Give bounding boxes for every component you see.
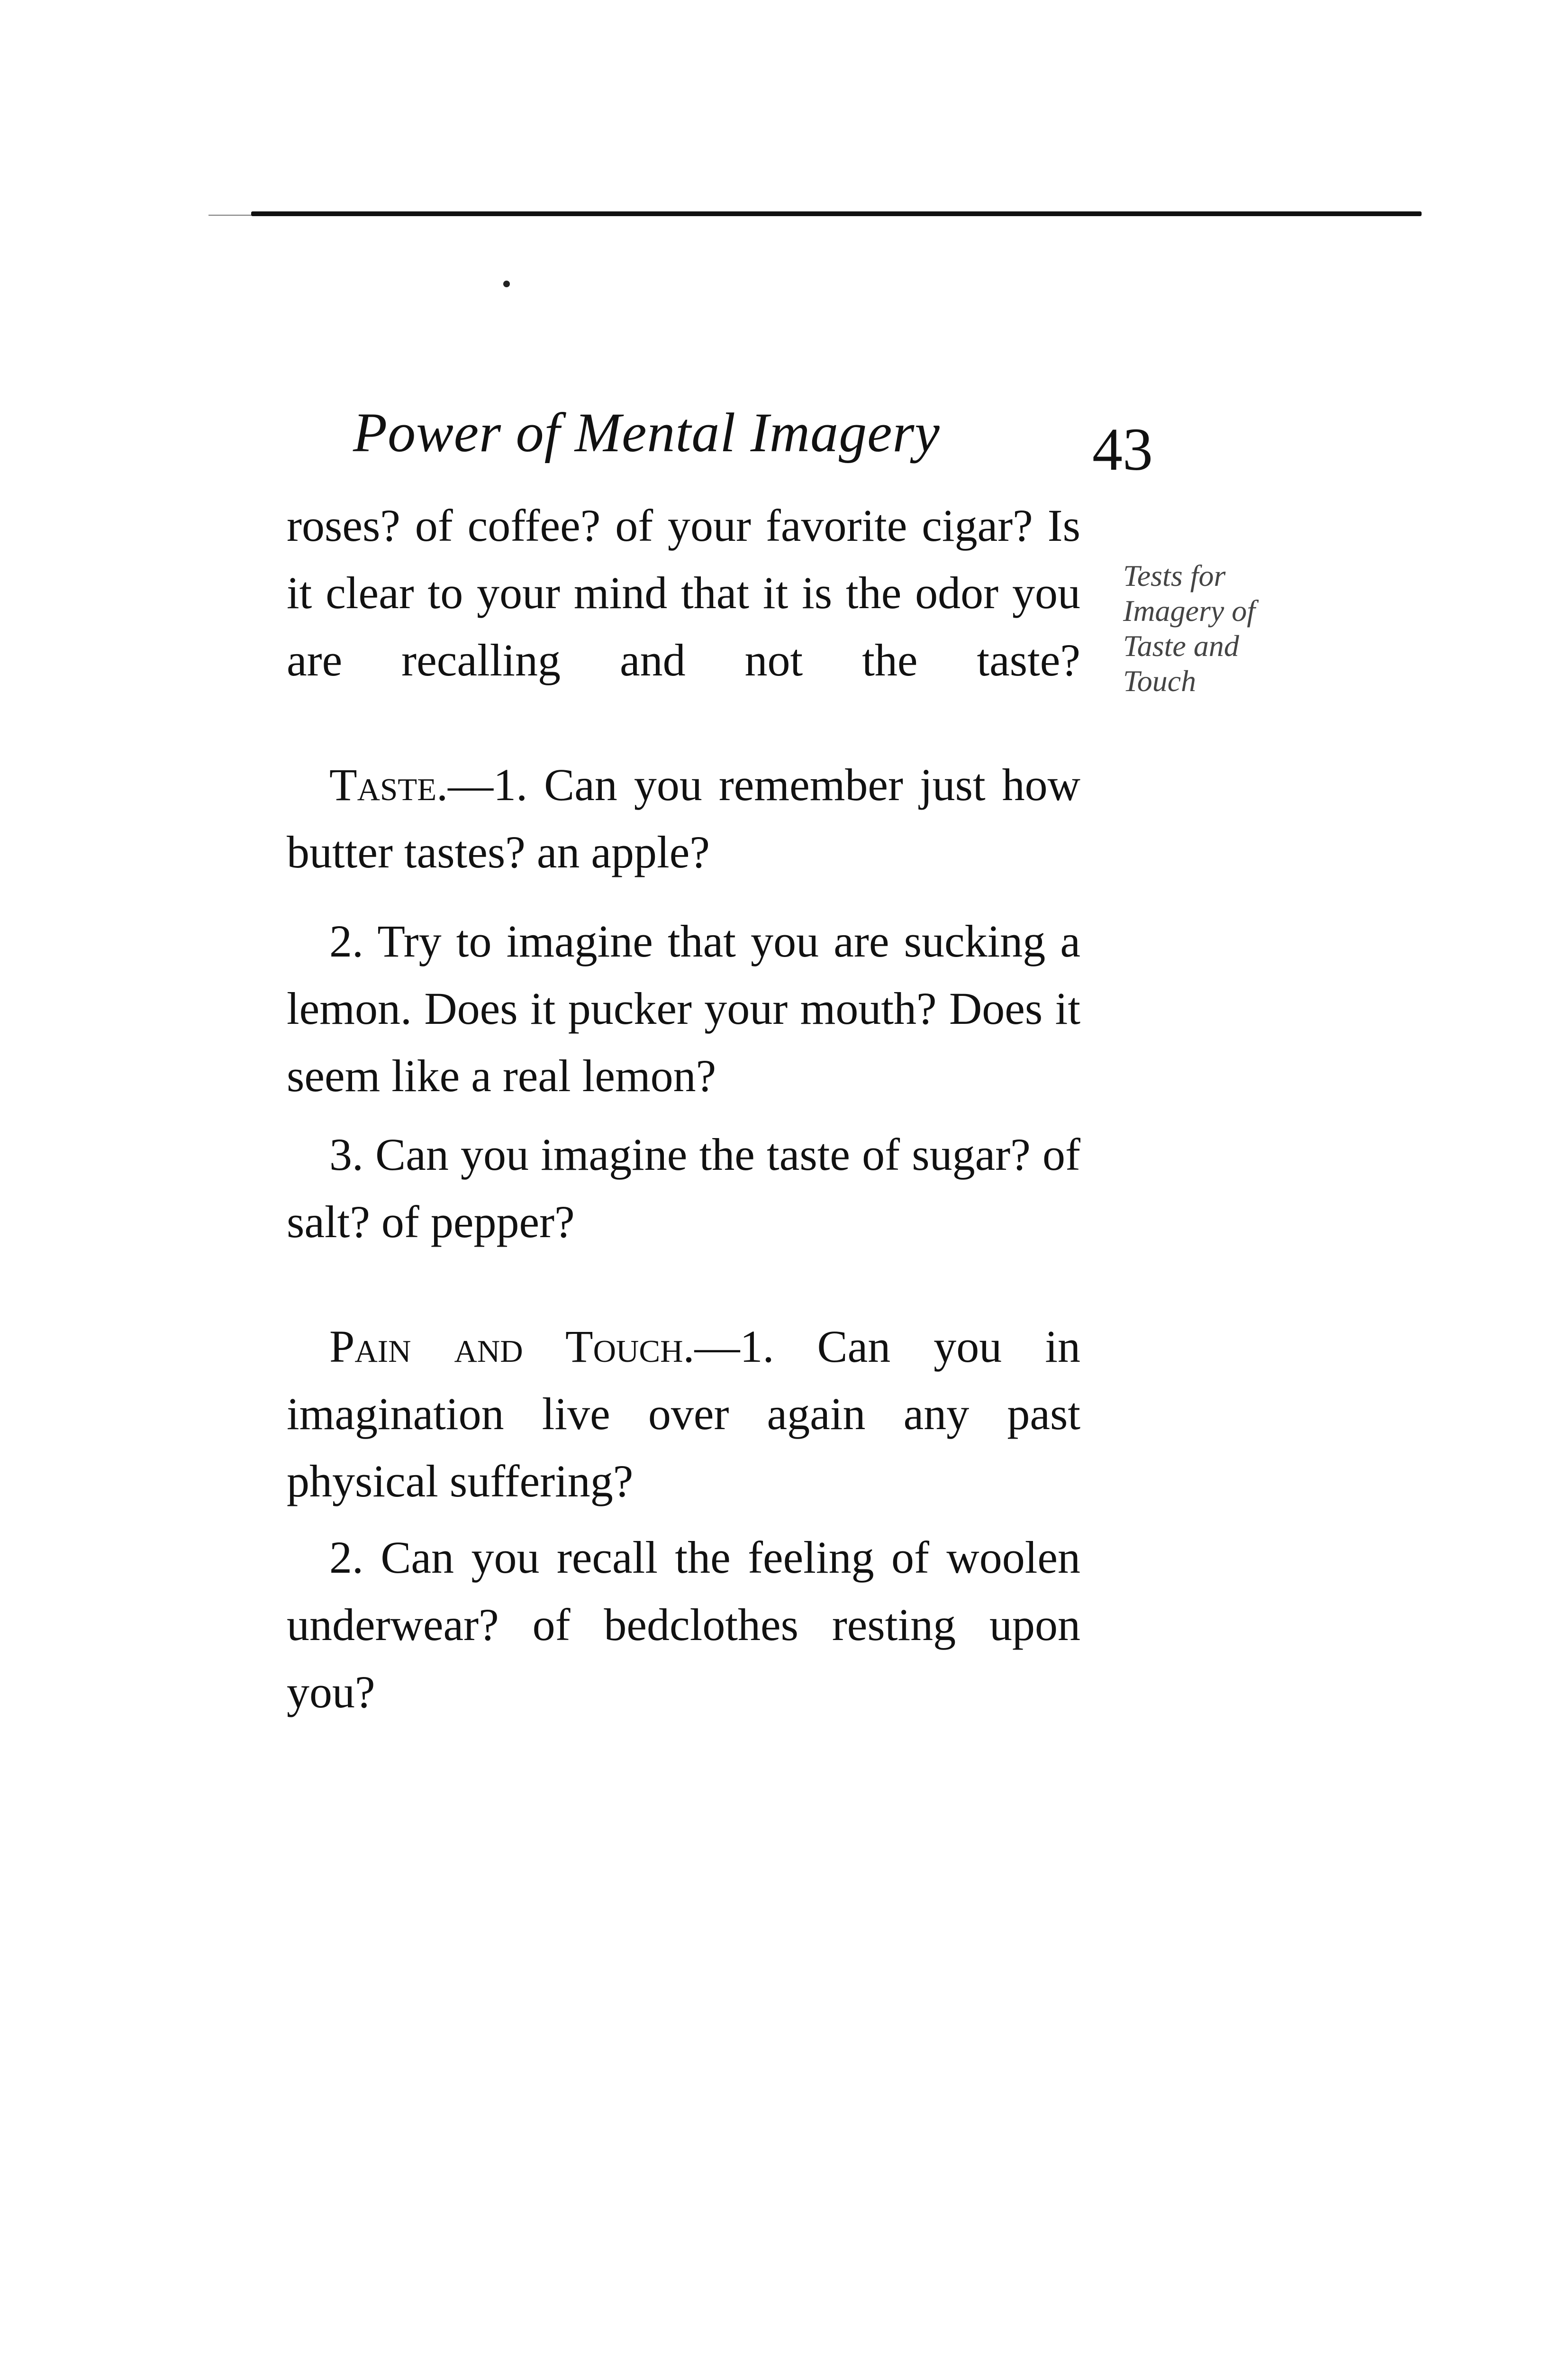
taste-item-3-text: 3. Can you imagine the taste of sugar? of salt? of pepper? [287,1129,1080,1247]
intro-paragraph [287,492,1080,694]
pain-touch-item-1-text: —1. Can you in imagination live over again any past physical suffering? [287,1321,1080,1506]
taste-heading: Taste. [329,759,448,810]
pain-touch-item-1 [287,1313,1080,1515]
margin-note-line: Taste and [1123,629,1239,663]
margin-note-line: Tests for [1123,559,1226,592]
running-head: Power of Mental Imagery [353,401,940,464]
taste-item-2-text: 2. Try to imagine that you are sucking a lemon. Does it pucker your mouth? Does it seem like a real lemon? [287,916,1080,1101]
header-rule-tail [208,215,254,216]
pain-touch-heading: Pain and Touch. [329,1321,695,1372]
taste-item-1 [287,751,1080,886]
margin-note-line: Imagery of [1123,594,1256,628]
margin-note [1123,558,1279,699]
pain-touch-item-2-text: 2. Can you recall the feeling of woolen underwear? of bedclothes resting upon you? [287,1532,1080,1717]
header-rule [251,211,1422,216]
page-number: 43 [1092,416,1153,483]
pain-touch-item-2 [287,1524,1080,1726]
print-speck [503,281,510,287]
margin-note-line: Touch [1123,664,1196,698]
taste-item-1-text: —1. Can you remember just how butter tastes? an apple? [287,759,1080,877]
intro-text: roses? of coffee? of your favorite cigar? Is it clear to your mind that it is the odor you are recalling and not the taste? [287,500,1080,685]
taste-item-2 [287,908,1080,1110]
taste-item-3 [287,1121,1080,1256]
